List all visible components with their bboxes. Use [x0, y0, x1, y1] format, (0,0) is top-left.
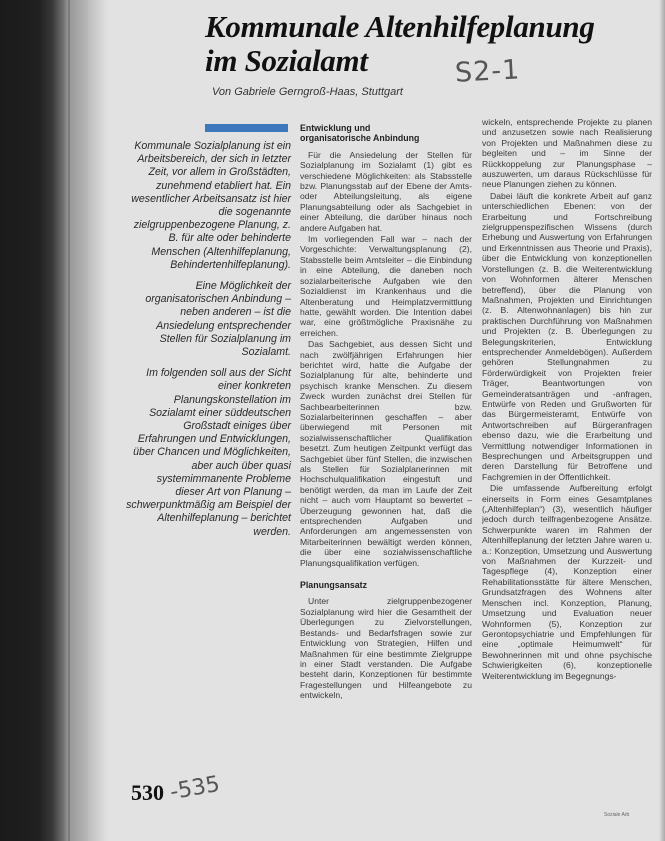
body-column-2 — [300, 120, 472, 702]
intro-column — [125, 140, 291, 547]
body-paragraph: Im vorliegenden Fall war – nach der Vorgeschichte: Verwaltungsplanung (2), Stabsstelle beim Amtsleiter – die Einbindung in eine Abteilung, die daneben noch sozialarbeiterische Aufgaben wie den Sozialdienst im Krankenhaus und die Altenberatung und Heimplatzvermittlung hatte, gewählt worden. Die Intention dabei war, eine größtmögliche Praxisnähe zu erreichen. — [300, 234, 472, 338]
intro-paragraph: Kommunale Sozialplanung ist ein Arbeitsbereich, der sich in letzter Zeit, vor allem in Großstädten, zunehmend etabliert hat. Ein wesentlicher Arbeitsansatz ist hier die sogenannte zielgruppenbezogene Planung, z. B. für alte oder behinderte Menschen (Altenhilfeplanung, Behindertenhilfeplanung). — [131, 140, 291, 271]
article-title — [205, 10, 595, 78]
body-paragraph: Unter zielgruppenbezogener Sozialplanung wird hier die Gesamtheit der Überlegungen zu Zielvorstellungen, Bestands- und Bedarfsfragen sowie zur Entwicklung von Strategien, Hilfen und Maßnahmen für eine bestimmte Zielgruppe in einer Stadt verstanden. Die Aufgabe besteht darin, Konzeptionen für bestimmte Fragestellungen und Hilfeangebote zu entwickeln, — [300, 596, 472, 701]
handwritten-note: S2-1 — [454, 54, 522, 89]
handwritten-page-range: -535 — [168, 771, 222, 806]
page-number: 530 — [131, 780, 164, 805]
gutter-shadow — [68, 0, 108, 841]
body-paragraph: Das Sachgebiet, aus dessen Sicht und nach zwölfjährigen Erfahrungen hier berichtet wird, hatte die Aufgabe der Sozialplanung für alte, behinderte und psychisch kranke Menschen. Zu diesem Zweck wurden zunächst drei Stellen für Sachbearbeiterinnen bzw. Sozialarbeiterinnen geschaffen – aber überwiegend mit Personen mit sozialwissenschaftlicher Qualifikation besetzt. Zum heutigen Zeitpunkt verfügt das Sachgebiet über fünf Stellen, die inzwischen als Stellen für Sozialplanerinnen mit Hochschulqualifikation eingestuft und benötigt werden, da man im Laufe der Zeit nicht – auch vom Hauptamt so bewertet – Überzeugung gewonnen hat, daß die entsprechenden Aufgaben und Anforderungen am angemessensten von Mitarbeiterinnen bewältigt werden können, die über eine sozialwissenschaftliche Planungsqualifikation verfügen. — [300, 339, 472, 568]
title-line-1: Kommunale Altenhilfeplanung — [205, 9, 595, 44]
section-heading — [300, 123, 472, 144]
intro-paragraph: Eine Möglichkeit der organisatorischen Anbindung – neben anderen – ist die Ansiedelung entsprechender Stellen für Sozialplanung im Sozialamt. — [145, 280, 291, 359]
body-paragraph: Für die Ansiedelung der Stellen für Sozialplanung im Sozialamt (1) gibt es verschiedene Möglichkeiten: als Stabsstelle bzw. Planungsstab auf der Ebene der Amts- oder Abteilungsleitung, als eigene Planungsabteilung oder als Sachgebiet in einer Abteilung, die darüber hinaus noch andere Aufgaben hat. — [300, 149, 472, 233]
heading-line-1: Entwicklung und — [300, 123, 371, 133]
byline: Von Gabriele Gerngroß-Haas, Stuttgart — [212, 86, 403, 98]
accent-bar — [205, 124, 288, 132]
body-paragraph: Die umfassende Aufbereitung erfolgt einerseits in Form eines Gesamtplanes („Altenhilfeplan“) (3), wesentlich häufiger jedoch durch teilfragenbezogene Ansätze. Schwerpunkte waren im Rahmen der Altenhilfeplanung der letzten Jahre waren u. a.: Konzeption, Umsetzung und Auswertung von Maßnahmen der Kurzzeit- und Tagespflege (4), Konzeption einer Rehabilitationsstätte für ältere Menschen, Grundsatzfragen des Wohnens alter Menschen incl. Konzeption, Planung, Umsetzung und Evaluation neuer Wohnformen (5), Konzeption zur Gerontopsychiatrie und Empfehlungen für eine „optimale Heimumwelt“ für Bewohnerinnen mit und ohne psychische Schwierigkeiten (6), konzeptionelle Weiterentwicklung im Begegnungs- — [482, 483, 652, 681]
title-line-2: im Sozialamt — [205, 43, 368, 78]
right-edge-shadow — [659, 0, 665, 841]
heading-line-2: organisatorische Anbindung — [300, 133, 420, 144]
body-paragraph: Dabei läuft die konkrete Arbeit auf ganz unterschiedlichen Ebenen: von der Erarbeitung und Fortschreibung zielgruppenspezifischen Wissens (durch Erhebung und Auswertung von Erfahrungen und Erkenntnissen aus Theorie und Praxis), über die Entwicklung von konzeptionellen Vorstellungen (z. B. die Weiterentwicklung von Wohnformen älterer Menschen betreffend), über die Planung von Maßnahmen, Projekten und Einrichtungen (z. B. Altenwohnanlagen) bis hin zur praktischen Durchführung von Maßnahmen und Projekten (z. B. Überlegungen zu Belegungskriterien, Entwicklung entsprechender Anmeldebögen). Außerdem gehören Stellungnahmen zu Förderwürdigkeit von Projekten freier Träger, Beantwortungen von Gemeinderatsanträgen und -anfragen, Entwürfe von Reden und Grußworten für das Bürgermeisteramt, Entwürfe von Antwortschreiben auf Bürgeranfragen ebenso dazu, wie die Erarbeitung und Vermittlung notwendiger Informationen in Besprechungen und Arbeitsgruppen und deren Darstellung für Betroffene und Fachgremien in der Öffentlichkeit. — [482, 190, 652, 482]
body-column-3 — [482, 117, 652, 682]
body-paragraph: wickeln, entsprechende Projekte zu planen und anzusetzen sowie nach Realisierung von Projekten und Maßnahmen diese zu begleiten und – im Sinne der Rückkoppelung zur Planungsphase – auszuwerten, um daraus Rückschlüsse für neue Planungen ziehen zu können. — [482, 117, 652, 190]
section-heading-planungsansatz: Planungsansatz — [300, 580, 367, 591]
book-spine-shadow — [0, 0, 70, 841]
intro-paragraph: Im folgenden soll aus der Sicht einer konkreten Planungskonstellation im Sozialamt einer süddeutschen Großstadt einiges über Erfahrungen und Entwicklungen, über Chancen und Möglichkeiten, aber auch über quasi systemimmanente Probleme dieser Art von Planung – schwerpunktmäßig am Beispiel der Altenhilfeplanung – berichtet werden. — [126, 367, 291, 538]
footer-journal-mark: Soziale Arb — [604, 812, 630, 818]
